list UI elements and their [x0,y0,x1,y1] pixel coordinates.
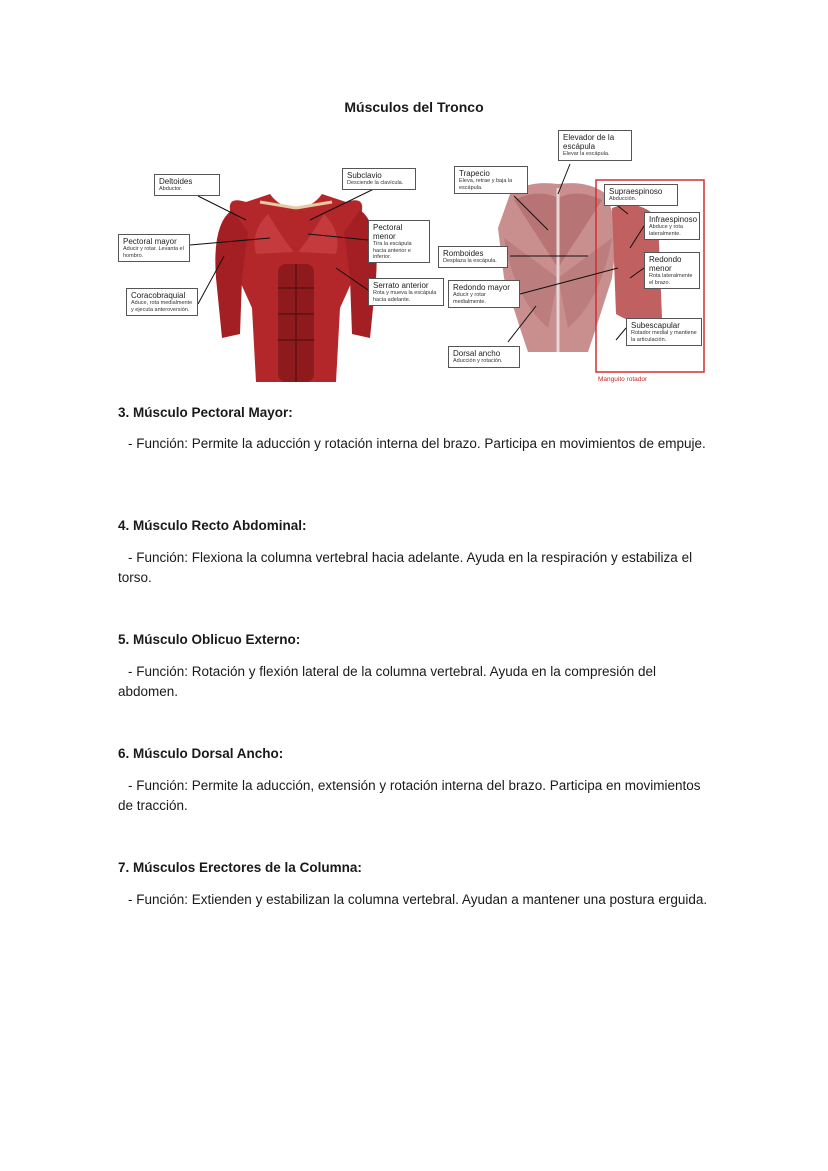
section-body-text: - Función: Permite la aducción y rotación interna del brazo. Participa en movimientos de empuje. [128,436,706,451]
label-dorsal-ancho [448,346,520,368]
label-name: Redondo menor [649,255,682,274]
section-body [118,548,716,588]
section-heading: 4. Músculo Recto Abdominal: [118,518,307,533]
label-name: Supraespinoso [609,187,663,196]
label-desc: Rotador medial y mantiene la articulación. [631,330,697,343]
label-name: Elevador de la escápula [563,133,615,152]
label-desc: Tira la escápula hacia anterior e inferior. [373,241,412,260]
label-name: Redondo mayor [453,283,510,292]
label-coracobraquial [126,288,198,316]
section-body [118,890,716,910]
label-desc: Abduce y rota lateralmente. [649,224,683,237]
section-body-text: - Función: Extienden y estabilizan la columna vertebral. Ayudan a mantener una postura erguida. [128,892,708,907]
section-body-text: - Función: Permite la aducción, extensión y rotación interna del brazo. Participa en movimientos de tracción. [118,778,701,813]
label-desc: Abducción. [609,196,637,203]
label-name: Coracobraquial [131,291,186,300]
section-body [118,662,716,702]
label-desc: Desciende la clavícula. [347,180,404,187]
label-pectoral-mayor [118,234,190,262]
label-deltoides [154,174,220,196]
label-name: Romboides [443,249,484,258]
label-serrato-anterior [368,278,444,306]
label-infraespinoso [644,212,700,240]
section-body [118,776,716,816]
rotator-cuff-caption: Manguito rotador [598,376,648,383]
label-redondo-mayor [448,280,520,308]
label-desc: Eleva, retrae y baja la escápula. [459,178,513,191]
section-heading: 5. Músculo Oblicuo Externo: [118,632,301,647]
label-redondo-menor [644,252,700,289]
label-name: Deltoides [159,177,193,186]
section-heading: 6. Músculo Dorsal Ancho: [118,746,284,761]
label-desc: Desplaza la escápula. [443,258,497,265]
label-name: Subclavio [347,171,382,180]
label-supraespinoso [604,184,678,206]
label-subescapular [626,318,702,346]
label-name: Pectoral mayor [123,237,177,246]
label-romboides [438,246,508,268]
label-desc: Rota lateralmente el brazo. [649,273,693,286]
label-name: Pectoral menor [373,223,403,242]
label-desc: Aduce, rota medialmente y ejecuta anteroversión. [131,300,193,313]
label-name: Subescapular [631,321,680,330]
label-desc: Abductor. [159,186,183,193]
back-torso-drawing [498,183,618,352]
front-torso-drawing [215,194,376,382]
label-trapecio [454,166,528,194]
section-heading: 3. Músculo Pectoral Mayor: [118,405,293,420]
label-subclavio [342,168,416,190]
page-title: Músculos del Tronco [344,99,484,115]
label-name: Serrato anterior [373,281,429,290]
label-elevador-escapula [558,130,632,161]
section-body [118,434,716,454]
label-name: Trapecio [459,169,490,178]
trunk-muscles-figure [118,128,710,390]
label-desc: Rota y mueva la escápula hacia adelante. [373,290,437,303]
section-heading: 7. Músculos Erectores de la Columna: [118,860,362,875]
section-body-text: - Función: Rotación y flexión lateral de la columna vertebral. Ayuda en la compresión del abdomen. [118,664,657,699]
label-desc: Aducir y rotar medialmente. [453,292,487,305]
label-desc: Elevar la escápula. [563,151,610,158]
label-name: Dorsal ancho [453,349,501,358]
label-pectoral-menor [368,220,430,263]
label-desc: Aducción y rotación. [453,358,503,365]
section-body-text: - Función: Flexiona la columna vertebral hacia adelante. Ayuda en la respiración y estabiliza el torso. [118,550,693,585]
label-desc: Aducir y rotar. Levanta el hombro. [123,246,184,259]
label-name: Infraespinoso [649,215,698,224]
